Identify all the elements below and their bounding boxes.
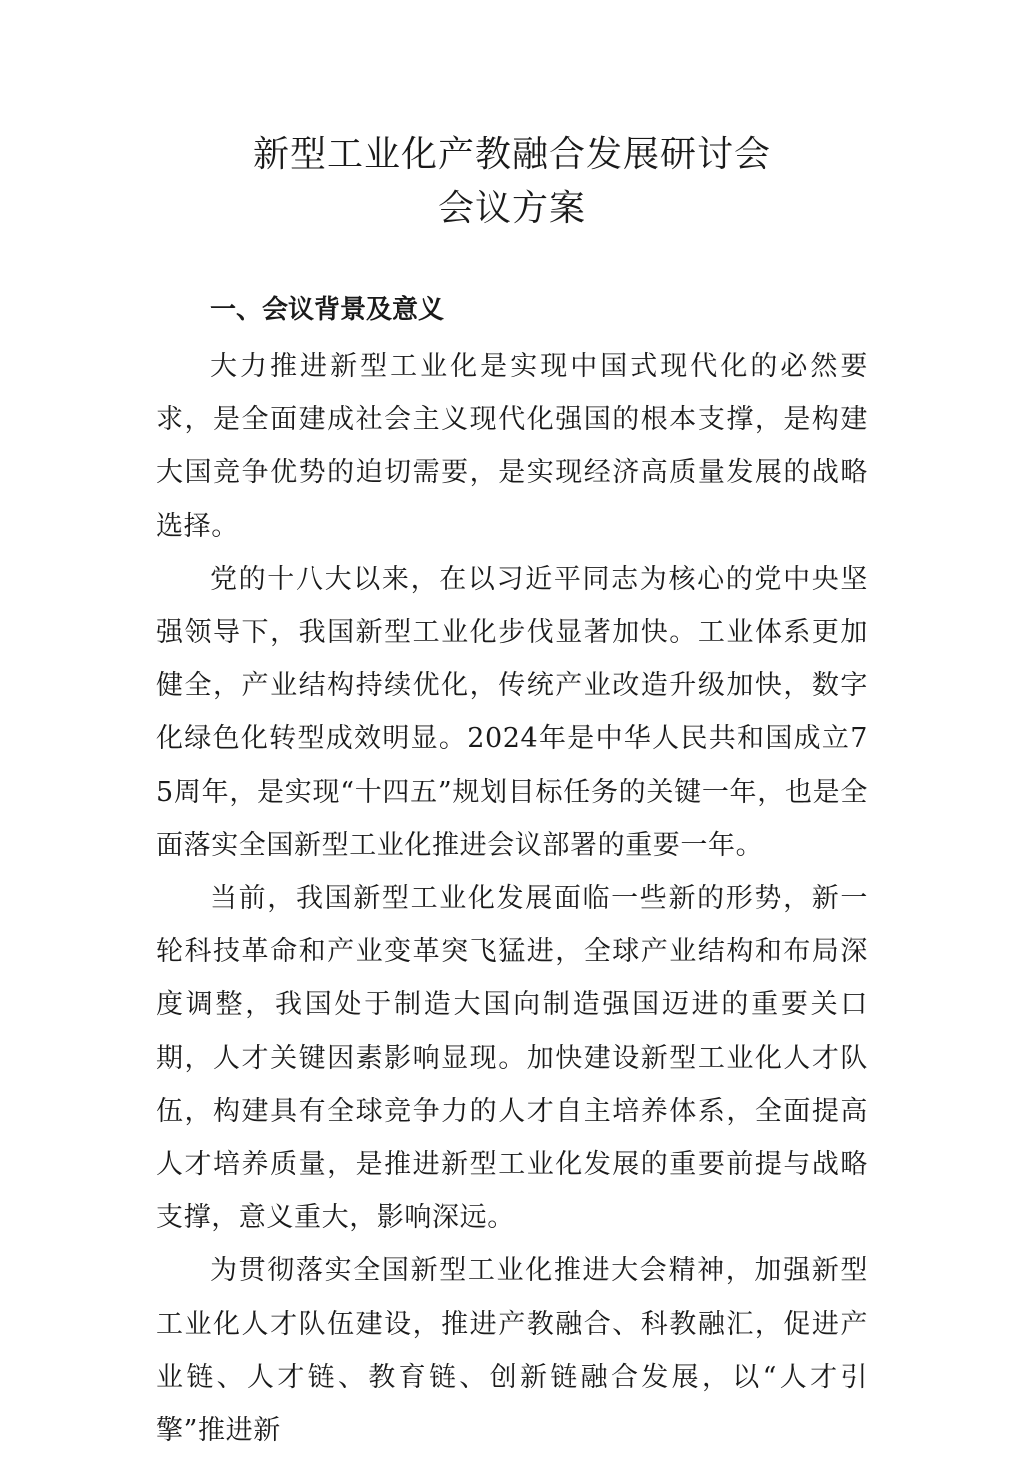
paragraph-3: 当前，我国新型工业化发展面临一些新的形势，新一轮科技革命和产业变革突飞猛进，全球产业结构和布局深度调整，我国处于制造大国向制造强国迈进的重要关口期，人才关键因素影响显现。加快建设新型工业化人才队伍，构建具有全球竞争力的人才自主培养体系，全面提高人才培养质量，是推进新型工业化发展的重要前提与战略支撑，意义重大，影响深远。 xyxy=(156,883,868,1234)
section-heading-background: 一、会议背景及意义 xyxy=(210,295,445,325)
title-line-1: 新型工业化产教融合发展研讨会 xyxy=(252,134,771,175)
title-line-2: 会议方案 xyxy=(437,188,586,229)
document-body xyxy=(156,340,868,1457)
paragraph-2: 党的十八大以来，在以习近平同志为核心的党中央坚强领导下，我国新型工业化步伐显著加快。工业体系更加健全，产业结构持续优化，传统产业改造升级加快，数字化绿色化转型成效明显。2024年是中华人民共和国成立75周年，是实现“十四五”规划目标任务的关键一年，也是全面落实全国新型工业化推进会议部署的重要一年。 xyxy=(156,563,868,861)
paragraph-4: 为贯彻落实全国新型工业化推进大会精神，加强新型工业化人才队伍建设，推进产教融合、科教融汇，促进产业链、人才链、教育链、创新链融合发展，以“人才引擎”推进新 xyxy=(156,1255,868,1447)
document-title xyxy=(0,128,1024,236)
paragraph-1: 大力推进新型工业化是实现中国式现代化的必然要求，是全面建成社会主义现代化强国的根本支撑，是构建大国竞争优势的迫切需要，是实现经济高质量发展的战略选择。 xyxy=(156,351,868,542)
